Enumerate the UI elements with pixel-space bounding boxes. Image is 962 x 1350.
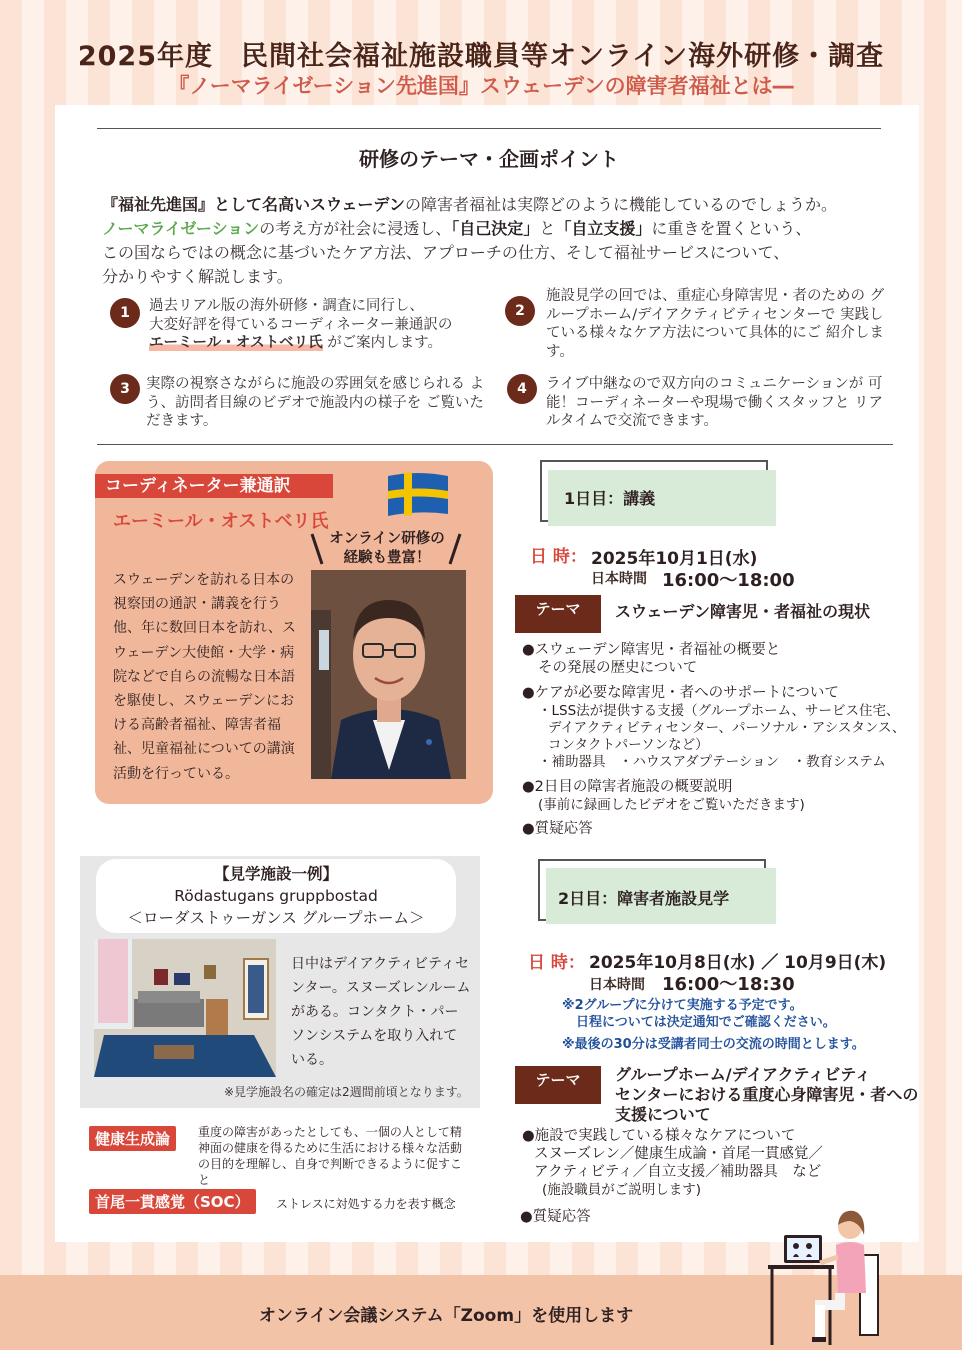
day2-schedule-note: ※2グループに分けて実施する予定です。 日程については決定通知でご確認ください。 ※最後の30分は受講者同士の交流の時間とします。 (562, 998, 865, 1052)
section-heading: 研修のテーマ・企画ポイント (359, 147, 619, 171)
day2-theme: グループホーム/デイアクティビティ センターにおける重度心身障害児・者への 支援について (615, 1065, 919, 1124)
intro-text: 『福祉先進国』として名高いスウェーデンの障害者福祉は実際どのように機能しているのでしょうか。 ノーマライゼーションの考え方が社会に浸透し、「自己決定」と「自立支援」に重きを置くという、 この国ならではの概念に基づいたケア方法、アプローチの仕方、そして福祉サービスについて、 分かりやすく解説します。 (102, 195, 838, 286)
day1-label: 1日目：講義 (548, 470, 776, 526)
day2-time: 16:00～18:30 (662, 974, 795, 995)
day1-theme-tag: テーマ (515, 595, 601, 633)
coordinator-name-highlight: エーミール・オストベリ氏 (149, 335, 323, 351)
point-1-text: 過去リアル版の海外研修・調査に同行し、 大変好評を得ているコーディネーター兼通訳の エーミール・オストベリ氏 がご案内します。 (149, 298, 453, 351)
day1-sub-items: ・LSS法が提供する支援（グループホーム、サービス住宅、 デイアクティビティセンター、パーソナル・アシスタンス、 コンタクトパーソンなど） ・補助器具 ・ハウスアダプテーション ・教育システム (538, 703, 906, 770)
point-number-1: 1 (110, 298, 140, 328)
portrait-illustration (311, 570, 466, 779)
page-title: 2025年度 民間社会福祉施設職員等オンライン海外研修・調査 (77, 41, 885, 72)
day2-date: 2025年10月8日(水) ／ 10月9日(木) (589, 953, 887, 973)
experience-bubble: オンライン研修の 経験も豊富！ (329, 531, 445, 566)
term-tag-health: 健康生成論 (89, 1126, 176, 1151)
day2-bullet-2: ●質疑応答 (520, 1209, 591, 1225)
facility-note: ※見学施設名の確定は2週間前頃となります。 (224, 1085, 469, 1099)
facility-heading: 【見学施設一例】 Rödastugans gruppbostad ＜ローダストゥーガンス グループホーム＞ (96, 859, 456, 933)
online-meeting-illustration (760, 1205, 885, 1345)
point-number-2: 2 (505, 296, 535, 326)
term-tag-soc: 首尾一貫感覚（SOC） (89, 1189, 256, 1214)
room-illustration (94, 939, 276, 1077)
day1-date: 2025年10月1日(水) (591, 549, 758, 569)
coordinator-name: エーミール・オストベリ氏 (113, 511, 329, 532)
facility-description: 日中はデイアクティビティセンター。スヌーズレンルームがある。コンタクト・パーソンシステムを取り入れている。 (291, 956, 471, 1068)
day1-bullet-3: ●2日目の障害者施設の概要説明 (事前に録画したビデオをご覧いただきます) (522, 779, 805, 813)
day1-bullets: ●スウェーデン障害児・者福祉の概要と その発展の歴史について ●ケアが必要な障害児・者へのサポートについて (522, 642, 839, 701)
day1-time: 16:00～18:00 (662, 570, 795, 591)
day2-theme-tag: テーマ (515, 1066, 601, 1104)
day1-time-label: 日本時間 (591, 571, 647, 587)
point-number-4: 4 (507, 374, 537, 404)
coordinator-photo (311, 570, 466, 779)
divider (97, 444, 893, 445)
sweden-flag-icon (386, 470, 450, 518)
day2-bullet-1: ●施設で実践している様々なケアについて スヌーズレン／健康生成論・首尾一貫感覚／ アクティビティ／自立支援／補助器具 など (施設職員がご説明します) (522, 1128, 823, 1198)
coordinator-bio: スウェーデンを訪れる日本の視察団の通訳・講義を行う他、年に数回日本を訪れ、スウェーデン大使館・大学・病院などで自らの流暢な日本語を駆使し、スウェーデンにおける高齢者福祉、障害者福祉、児童福祉についての講演活動を行っている。 (113, 572, 296, 782)
term-desc-health: 重度の障害があったとしても、一個の人として精神面の健康を得るために生活における様々な活動の目的を理解し、自身で判断できるように促すこと (198, 1125, 463, 1187)
page-subtitle: 『ノーマライゼーション先進国』スウェーデンの障害者福祉とは― (168, 74, 794, 98)
coordinator-tag: コーディネーター兼通訳 (95, 474, 333, 498)
point-4-text: ライブ中継なので双方向のコミュニケーションが 可能！コーディネーターや現場で働くスタッフと リアルタイムで交流できます。 (546, 376, 883, 429)
facility-photo (94, 939, 276, 1077)
point-number-3: 3 (110, 374, 140, 404)
term-desc-soc: ストレスに対処する力を表す概念 (276, 1197, 456, 1211)
point-3-text: 実際の視察さながらに施設の雰囲気を感じられる よう、訪問者目線のビデオで施設内の様子を ご覧いただきます。 (146, 376, 485, 429)
divider (97, 128, 881, 129)
day2-label: 2日目：障害者施設見学 (546, 868, 776, 924)
day1-bullet-4: ●質疑応答 (522, 821, 593, 837)
day2-date-label: 日 時： (528, 953, 585, 973)
footer-text: オンライン会議システム「Zoom」を使用します (258, 1306, 634, 1326)
point-2-text: 施設見学の回では、重症心身障害児・者のための グループホーム/デイアクティビティセンターで 実践している様々なケア方法について具体的にご 紹介します。 (546, 288, 885, 360)
day1-date-label: 日 時： (530, 547, 587, 567)
day1-theme: スウェーデン障害児・者福祉の現状 (615, 602, 871, 621)
day2-time-label: 日本時間 (589, 977, 645, 993)
